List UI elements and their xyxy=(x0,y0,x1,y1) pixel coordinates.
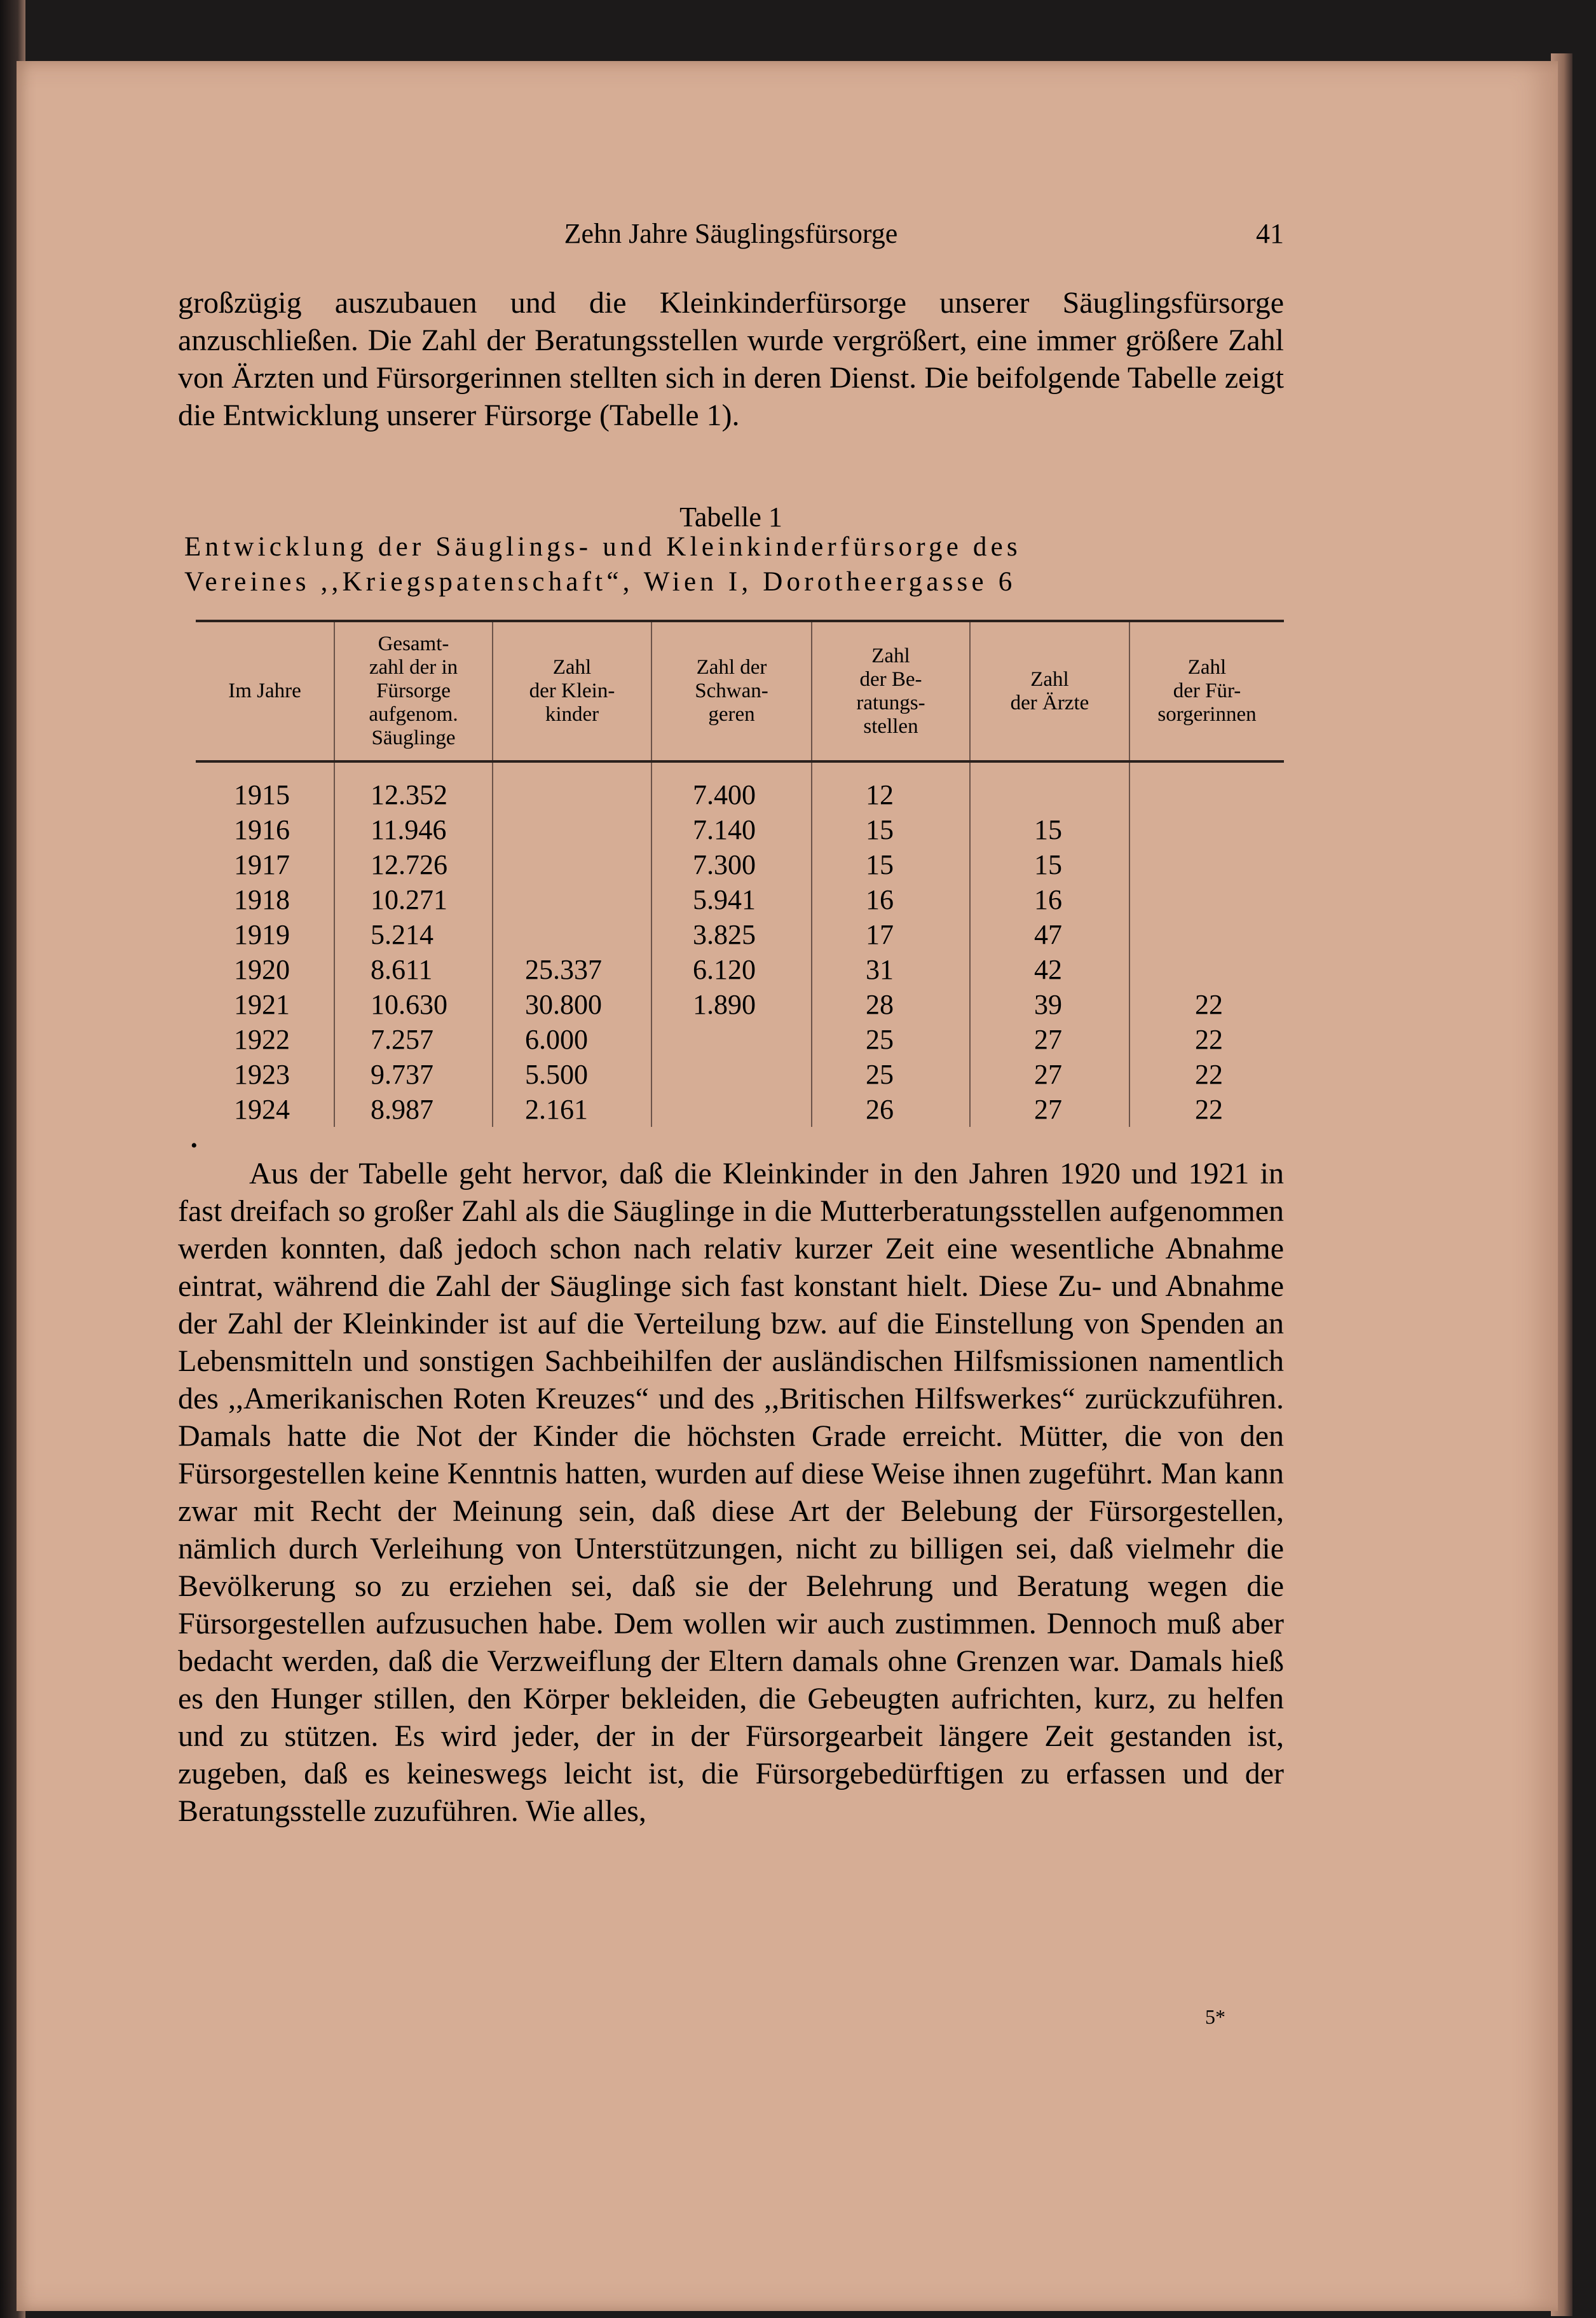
header-doctors: Zahl der Ärzte xyxy=(970,621,1129,761)
cell-social-workers xyxy=(1129,761,1284,812)
cell-year: 1920 xyxy=(234,954,290,985)
cell-pregnant: 7.300 xyxy=(651,847,812,882)
cell-doctors: 16 xyxy=(970,882,1129,917)
cell-centers: 16 xyxy=(812,882,970,917)
page-number: 41 xyxy=(1256,218,1284,249)
cell-children xyxy=(493,917,651,952)
cell-social-workers xyxy=(1129,882,1284,917)
cell-infants: 10.630 xyxy=(334,987,493,1022)
cell-infants: 11.946 xyxy=(334,812,493,847)
cell-doctors: 39 xyxy=(970,987,1129,1022)
cell-year: 1924 xyxy=(234,1094,290,1125)
cell-doctors: 27 xyxy=(970,1022,1129,1057)
cell-year: 1921 xyxy=(234,989,290,1020)
paragraph-discussion: Aus der Tabelle geht hervor, daß die Kleinkinder in den Jahren 1920 und 1921 in fast dreifach so großer Zahl als die Säuglinge in die Mutterberatungsstellen aufgenommen werden konnten, daß jedoch schon nach relativ kurzer Zeit eine wesentliche Abnahme eintrat, während die Zahl der Säuglinge sich fast konstant hielt. Diese Zu- und Abnahme der Zahl der Kleinkinder ist auf die Verteilung bzw. auf die Einstellung von Spenden an Lebensmitteln und sonstigen Sachbeihilfen der ausländischen Hilfsmissionen namentlich des ,,Amerikanischen Roten Kreuzes“ und des ,,Britischen Hilfswerkes“ zurückzuführen. Damals hatte die Not der Kinder die höchsten Grade erreicht. Mütter, die von den Fürsorgestellen keine Kenntnis hatten, wurden auf diese Weise ihnen zugeführt. Man kann zwar mit Recht der Meinung sein, daß diese Art der Belebung der Fürsorgestellen, nämlich durch Verleihung von Unterstützungen, nicht zu billigen sei, daß vielmehr die Bevölkerung so zu erziehen sei, daß sie der Belehrung und Beratung wegen die Fürsorgestellen aufzusuchen habe. Dem wollen wir auch zustimmen. Dennoch muß aber bedacht werden, daß die Verzweiflung der Eltern damals ohne Grenzen war. Damals hieß es den Hunger stillen, den Körper bekleiden, die Gebeugten aufrichten, kurz, zu helfen und zu stützen. Es wird jeder, der in der Fürsorgearbeit längere Zeit gestanden ist, zugeben, daß es keineswegs leicht ist, die Fürsorgebedürftigen zu erfassen und der Beratungsstelle zuzuführen. Wie alles, xyxy=(178,1157,1284,1828)
table-caption-line-1: Entwicklung der Säuglings- und Kleinkinderfürsorge des xyxy=(184,532,1021,562)
cell-doctors: 27 xyxy=(970,1092,1129,1127)
cell-infants: 10.271 xyxy=(334,882,493,917)
cell-pregnant: 1.890 xyxy=(651,987,812,1022)
running-head-title: Zehn Jahre Säuglingsfürsorge xyxy=(564,218,898,249)
cell-pregnant: 3.825 xyxy=(651,917,812,952)
cell-year: 1922 xyxy=(234,1024,290,1055)
development-table xyxy=(196,620,1284,1127)
cell-infants: 7.257 xyxy=(334,1022,493,1057)
cell-pregnant xyxy=(651,1022,812,1057)
cell-children xyxy=(493,761,651,812)
cell-children: 5.500 xyxy=(493,1057,651,1092)
header-year: Im Jahre xyxy=(196,621,334,761)
cell-social-workers xyxy=(1129,917,1284,952)
cell-infants: 12.352 xyxy=(334,761,493,812)
cell-doctors: 47 xyxy=(970,917,1129,952)
cell-children: 25.337 xyxy=(493,952,651,987)
table-row xyxy=(196,917,1284,952)
cell-centers: 25 xyxy=(812,1057,970,1092)
cell-centers: 15 xyxy=(812,847,970,882)
cell-children xyxy=(493,812,651,847)
cell-year: 1916 xyxy=(234,814,290,845)
cell-infants: 9.737 xyxy=(334,1057,493,1092)
cell-pregnant: 7.400 xyxy=(651,761,812,812)
header-social-workers: Zahl der Für- sorgerinnen xyxy=(1129,621,1284,761)
table-row xyxy=(196,952,1284,987)
cell-infants: 5.214 xyxy=(334,917,493,952)
cell-year: 1923 xyxy=(234,1059,290,1090)
cell-centers: 26 xyxy=(812,1092,970,1127)
cell-children xyxy=(493,847,651,882)
cell-year: 1919 xyxy=(234,919,290,950)
cell-social-workers xyxy=(1129,812,1284,847)
header-small-children: Zahl der Klein- kinder xyxy=(493,621,651,761)
cell-year: 1915 xyxy=(234,779,290,810)
cell-children: 30.800 xyxy=(493,987,651,1022)
cell-centers: 17 xyxy=(812,917,970,952)
cell-children: 2.161 xyxy=(493,1092,651,1127)
cell-pregnant: 6.120 xyxy=(651,952,812,987)
table-row xyxy=(196,1022,1284,1057)
cell-year: 1918 xyxy=(234,884,290,915)
cell-doctors: 27 xyxy=(970,1057,1129,1092)
cell-children xyxy=(493,882,651,917)
header-pregnant: Zahl der Schwan- geren xyxy=(651,621,812,761)
cell-infants: 12.726 xyxy=(334,847,493,882)
table-caption-line-2: Vereines ,,Kriegspatenschaft“, Wien I, Dorotheergasse 6 xyxy=(184,567,1016,597)
cell-infants: 8.611 xyxy=(334,952,493,987)
table-row xyxy=(196,987,1284,1022)
table-row xyxy=(196,761,1284,812)
cell-centers: 31 xyxy=(812,952,970,987)
cell-centers: 25 xyxy=(812,1022,970,1057)
cell-social-workers: 22 xyxy=(1129,1092,1284,1127)
cell-social-workers: 22 xyxy=(1129,987,1284,1022)
header-infants-total: Gesamt- zahl der in Fürsorge aufgenom. Säuglinge xyxy=(334,621,493,761)
cell-year: 1917 xyxy=(234,849,290,880)
header-counseling-centers: Zahl der Be- ratungs- stellen xyxy=(812,621,970,761)
cell-pregnant: 5.941 xyxy=(651,882,812,917)
cell-social-workers: 22 xyxy=(1129,1022,1284,1057)
bullet-mark: • xyxy=(191,1135,198,1156)
table-row xyxy=(196,1092,1284,1127)
paragraph-intro: großzügig auszubauen und die Kleinkinderfürsorge unserer Säuglingsfürsorge anzuschließen. Die Zahl der Beratungsstellen wurde vergrößert, eine immer größere Zahl von Ärzten und Fürsorgerinnen stellten sich in deren Dienst. Die beifolgende Tabelle zeigt die Entwicklung unserer Fürsorge (Tabelle 1). xyxy=(178,286,1284,432)
cell-social-workers xyxy=(1129,847,1284,882)
cell-social-workers xyxy=(1129,952,1284,987)
cell-centers: 15 xyxy=(812,812,970,847)
table-row xyxy=(196,812,1284,847)
cell-doctors xyxy=(970,761,1129,812)
cell-centers: 12 xyxy=(812,761,970,812)
cell-doctors: 15 xyxy=(970,847,1129,882)
cell-doctors: 15 xyxy=(970,812,1129,847)
table-row xyxy=(196,882,1284,917)
cell-pregnant: 7.140 xyxy=(651,812,812,847)
table-row xyxy=(196,847,1284,882)
cell-centers: 28 xyxy=(812,987,970,1022)
cell-infants: 8.987 xyxy=(334,1092,493,1127)
table-header-row xyxy=(196,621,1284,761)
cell-children: 6.000 xyxy=(493,1022,651,1057)
cell-pregnant xyxy=(651,1092,812,1127)
table-label: Tabelle 1 xyxy=(679,501,782,533)
cell-social-workers: 22 xyxy=(1129,1057,1284,1092)
signature-mark: 5* xyxy=(1205,2005,1225,2028)
cell-pregnant xyxy=(651,1057,812,1092)
table-row xyxy=(196,1057,1284,1092)
cell-doctors: 42 xyxy=(970,952,1129,987)
